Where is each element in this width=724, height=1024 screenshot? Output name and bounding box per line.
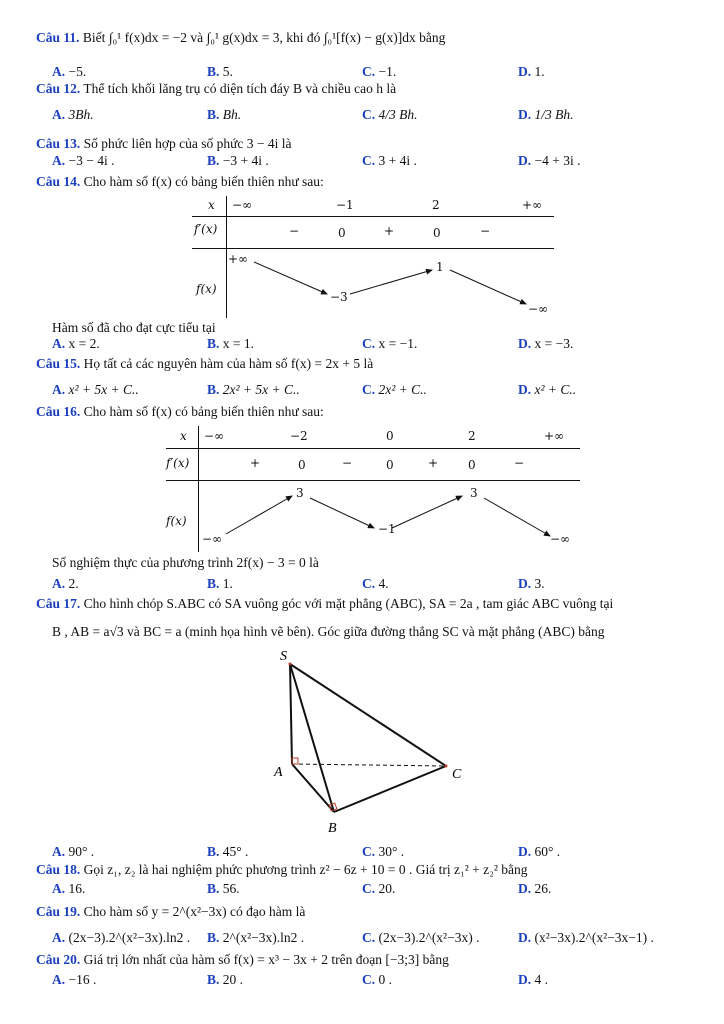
- question-text: Thể tích khối lăng trụ có diện tích đáy B và chiều cao h là: [83, 81, 397, 96]
- option-c: C. 4.: [362, 576, 389, 591]
- question-15: [36, 356, 373, 372]
- option-a: A. x² + 5x + C..: [52, 382, 139, 397]
- sign: 0: [338, 226, 346, 240]
- question-text: Giá trị lớn nhất của hàm số f(x) = x³ − 3x + 2 trên đoạn [−3;3] bằng: [83, 952, 449, 967]
- option-d: D. 60° .: [518, 844, 561, 859]
- question-text: Cho hàm số y = 2^(x²−3x) có đạo hàm là: [83, 904, 306, 919]
- option-c: C. x = −1.: [362, 336, 418, 351]
- question-text: Cho hình chóp S.ABC có SA vuông góc với mặt phẳng (ABC), SA = 2a , tam giác ABC vuông tại: [83, 596, 614, 611]
- sign: 0: [433, 226, 441, 240]
- x-label: x: [208, 198, 215, 212]
- option-b: B. 1.: [207, 576, 233, 591]
- question-12: [36, 81, 396, 97]
- f-label: f(x): [166, 514, 187, 528]
- option-b: B. 56.: [207, 881, 240, 896]
- question-text: Cho hàm số f(x) có bảng biến thiên như sau:: [83, 404, 324, 419]
- question-17: [36, 596, 613, 612]
- vertex-b: B: [328, 821, 337, 836]
- question-number: Câu 13.: [36, 136, 81, 151]
- option-b: B. 2^(x²−3x).ln2 .: [207, 930, 305, 945]
- option-d: D. 1.: [518, 64, 545, 79]
- vertex-a: A: [274, 765, 283, 780]
- question-14-prompt: Hàm số đã cho đạt cực tiểu tại: [52, 320, 216, 335]
- question-11: [36, 30, 445, 46]
- question-text: Cho hàm số f(x) có bảng biến thiên như sau:: [83, 174, 324, 189]
- option-c: C. 2x² + C..: [362, 382, 427, 397]
- option-a: A. 90° .: [52, 844, 95, 859]
- option-b: B. x = 1.: [207, 336, 255, 351]
- sign: 0: [386, 458, 394, 472]
- option-d: D. x² + C..: [518, 382, 577, 397]
- vertex-s: S: [280, 649, 287, 664]
- option-a: A. 16.: [52, 881, 86, 896]
- option-c: C. 0 .: [362, 972, 392, 987]
- option-d: D. (x²−3x).2^(x²−3x−1) .: [518, 930, 654, 945]
- variation-arrows: [166, 426, 580, 552]
- sign: −: [289, 224, 300, 238]
- question-text: Gọi z₁, z₂ là hai nghiệm phức phương trình z² − 6z + 10 = 0 . Giá trị z₁² + z₂² bằng: [83, 862, 528, 877]
- question-number: Câu 11.: [36, 30, 80, 45]
- x-value: −∞: [232, 198, 253, 212]
- fprime-label: f′(x): [166, 456, 190, 470]
- x-value: +∞: [522, 198, 543, 212]
- option-c: C. 30° .: [362, 844, 405, 859]
- question-20: [36, 952, 449, 968]
- option-a: A. 2.: [52, 576, 79, 591]
- option-a: A. −3 − 4i .: [52, 153, 115, 168]
- f-value: −∞: [550, 532, 571, 546]
- f-value: 3: [470, 486, 478, 500]
- question-14: [36, 174, 324, 190]
- question-19: [36, 904, 305, 920]
- question-number: Câu 15.: [36, 356, 81, 371]
- x-value: +∞: [544, 429, 565, 443]
- option-d: D. 3.: [518, 576, 545, 591]
- option-c: C. (2x−3).2^(x²−3x) .: [362, 930, 480, 945]
- question-17-cont: B , AB = a√3 và BC = a (minh họa hình vẽ bên). Góc giữa đường thẳng SC và mặt phẳng (ABC) bằng: [52, 624, 605, 639]
- vertex-c: C: [452, 767, 462, 782]
- option-d: D. 1/3 Bh.: [518, 107, 574, 122]
- sign: +: [384, 224, 395, 238]
- option-a: A. 3Bh.: [52, 107, 94, 122]
- option-b: B. 5.: [207, 64, 233, 79]
- option-c: C. 20.: [362, 881, 396, 896]
- option-a: A. −16 .: [52, 972, 97, 987]
- option-b: B. Bh.: [207, 107, 242, 122]
- x-label: x: [180, 429, 187, 443]
- question-16: [36, 404, 324, 420]
- sign: −: [342, 456, 353, 470]
- fprime-label: f′(x): [194, 222, 218, 236]
- question-18: [36, 862, 528, 878]
- sign: +: [250, 456, 261, 470]
- variation-table-16: [166, 426, 580, 552]
- f-value: −∞: [528, 302, 549, 316]
- question-text: Họ tất cả các nguyên hàm của hàm số f(x) = 2x + 5 là: [83, 356, 374, 371]
- variation-arrows: [192, 196, 554, 318]
- option-b: B. −3 + 4i .: [207, 153, 269, 168]
- sign: 0: [298, 458, 306, 472]
- question-13: [36, 136, 292, 152]
- x-value: 0: [386, 429, 394, 443]
- option-a: A. −5.: [52, 64, 87, 79]
- x-value: 2: [432, 198, 440, 212]
- x-value: −2: [290, 429, 308, 443]
- option-b: B. 20 .: [207, 972, 244, 987]
- question-number: Câu 16.: [36, 404, 81, 419]
- option-c: C. 3 + 4i .: [362, 153, 417, 168]
- option-d: D. 4 .: [518, 972, 548, 987]
- question-text: Số phức liên hợp của số phức 3 − 4i là: [83, 136, 292, 151]
- f-value: −1: [378, 522, 396, 536]
- option-c: C. 4/3 Bh.: [362, 107, 418, 122]
- question-number: Câu 20.: [36, 952, 81, 967]
- question-number: Câu 14.: [36, 174, 81, 189]
- option-a: A. (2x−3).2^(x²−3x).ln2 .: [52, 930, 191, 945]
- option-a: A. x = 2.: [52, 336, 100, 351]
- question-number: Câu 19.: [36, 904, 81, 919]
- option-d: D. −4 + 3i .: [518, 153, 581, 168]
- x-value: −1: [336, 198, 354, 212]
- question-number: Câu 17.: [36, 596, 81, 611]
- f-value: −3: [330, 290, 348, 304]
- option-d: D. 26.: [518, 881, 552, 896]
- sign: −: [480, 224, 491, 238]
- option-b: B. 45° .: [207, 844, 249, 859]
- f-value: +∞: [228, 252, 249, 266]
- sign: 0: [468, 458, 476, 472]
- f-value: 1: [436, 260, 444, 274]
- question-16-prompt: Số nghiệm thực của phương trình 2f(x) − 3 = 0 là: [52, 555, 319, 570]
- f-value: 3: [296, 486, 304, 500]
- question-text: Biết ∫₀¹ f(x)dx = −2 và ∫₀¹ g(x)dx = 3, khi đó ∫₀¹[f(x) − g(x)]dx bằng: [82, 30, 446, 45]
- variation-table-14: [192, 196, 554, 318]
- pyramid-figure: [270, 644, 470, 838]
- f-label: f(x): [196, 282, 217, 296]
- f-value: −∞: [202, 532, 223, 546]
- option-c: C. −1.: [362, 64, 397, 79]
- option-b: B. 2x² + 5x + C..: [207, 382, 300, 397]
- sign: +: [428, 456, 439, 470]
- option-d: D. x = −3.: [518, 336, 574, 351]
- question-number: Câu 12.: [36, 81, 81, 96]
- x-value: 2: [468, 429, 476, 443]
- x-value: −∞: [204, 429, 225, 443]
- sign: −: [514, 456, 525, 470]
- question-number: Câu 18.: [36, 862, 81, 877]
